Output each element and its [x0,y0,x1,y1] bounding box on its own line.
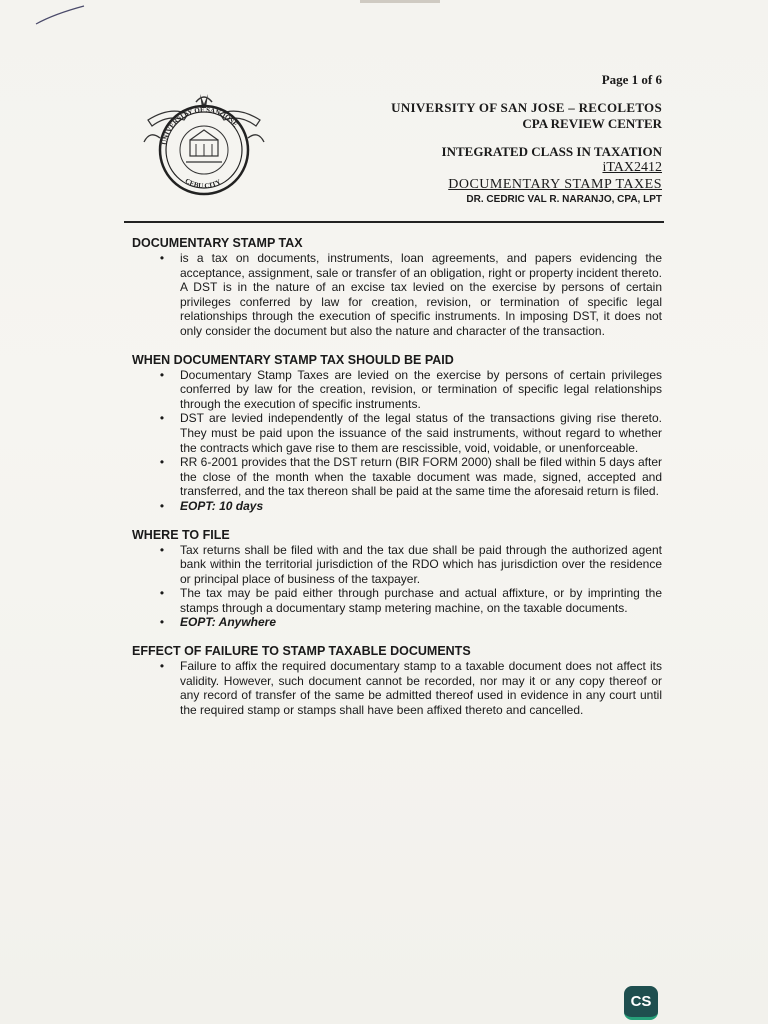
scan-smudge [360,0,440,3]
bullet-icon: • [159,542,165,557]
section-heading: WHEN DOCUMENTARY STAMP TAX SHOULD BE PAID [132,352,454,367]
bullet-icon: • [159,615,165,630]
bullet-list [132,659,662,717]
list-item [132,543,662,587]
bullet-icon: • [159,659,165,674]
bullet-icon: • [159,586,165,601]
svg-text:UNIVERSITY OF SAN JOSE: UNIVERSITY OF SAN JOSE [160,105,240,146]
eopt-note: EOPT: Anywhere [180,615,277,630]
svg-text:CEBU CITY: CEBU CITY [183,176,223,191]
document-body [132,236,662,717]
header-divider [124,221,664,223]
list-item [132,615,662,630]
university-seal-icon [140,90,268,200]
section-heading: EFFECT OF FAILURE TO STAMP TAXABLE DOCUMENTS [132,644,471,659]
author-name: DR. CEDRIC VAL R. NARANJO, CPA, LPT [466,194,662,205]
bullet-icon: • [159,498,165,513]
section-dst-definition [132,236,662,339]
list-item-text: The tax may be paid either through purchase and actual affixture, or by imprinting the stamps through a documentary stamp metering machine, on the taxable documents. [180,586,662,615]
list-item-text: Failure to affix the required documentary stamp to a taxable document does not affect its validity. However, such document cannot be recorded, nor may it or any copy thereof or any record of transfer of the same be admitted thereof used in evidence in any court until the required stamp or stamps shall have been affixed thereto and cancelled. [180,659,662,717]
list-item-text: RR 6-2001 provides that the DST return (BIR FORM 2000) shall be filed within 5 days after the close of the month when the taxable document was made, signed, accepted and transferred, and the tax thereon shall be paid at the same time the aforesaid return is filed. [180,455,662,499]
list-item [132,455,662,499]
course-title: INTEGRATED CLASS IN TAXATION [441,144,662,159]
list-item-text: Documentary Stamp Taxes are levied on the exercise by persons of certain privileges conferred by law for the creation, revision, or termination of specific legal relationships through the execution of specific instruments. [180,367,662,411]
camscanner-logo-icon: CS [624,986,658,1020]
bullet-list [132,251,662,339]
section-heading: DOCUMENTARY STAMP TAX [132,236,303,250]
page-number: Page 1 of 6 [601,72,662,87]
section-failure-to-stamp [132,644,662,717]
bullet-list [132,368,662,514]
course-code: iTAX2412 [602,160,662,175]
list-item [132,586,662,615]
document-header [391,100,662,207]
list-item-text: is a tax on documents, instruments, loan agreements, and papers evidencing the acceptance, assignment, sale or transfer of an obligation, right or property incident thereto. A DST is in the nature of an excise tax levied on the exercise by persons of certain privileges conferred by law for creation, revision, or termination of specific legal relationships through the execution of specific instruments. In imposing DST, it does not only consider the document but also the nature and character of the transaction. [180,251,662,338]
section-when-paid [132,353,662,514]
list-item [132,659,662,717]
university-name: UNIVERSITY OF SAN JOSE – RECOLETOS [391,100,662,115]
section-heading: WHERE TO FILE [132,527,230,542]
section-where-to-file [132,528,662,631]
review-center-name: CPA REVIEW CENTER [522,116,662,131]
pen-stroke-mark [34,4,86,26]
list-item [132,411,662,455]
topic-title: DOCUMENTARY STAMP TAXES [448,177,662,192]
list-item [132,499,662,514]
bullet-icon: • [159,411,165,426]
bullet-icon: • [159,367,165,382]
list-item [132,368,662,412]
list-item-text: DST are levied independently of the legal status of the transactions giving rise thereto. They must be paid upon the issuance of the said instruments, without regard to whether the contracts which gave rise to them are rescissible, void, voidable, or unenforceable. [180,411,662,455]
bullet-list [132,543,662,631]
bullet-icon: • [159,455,165,470]
bullet-icon: • [159,251,165,265]
list-item-text: Tax returns shall be filed with and the tax due shall be paid through the authorized agent bank within the territorial jurisdiction of the RDO which has jurisdiction over the residence or principal place of business of the taxpayer. [180,542,662,586]
eopt-note: EOPT: 10 days [180,498,264,513]
list-item [132,251,662,339]
